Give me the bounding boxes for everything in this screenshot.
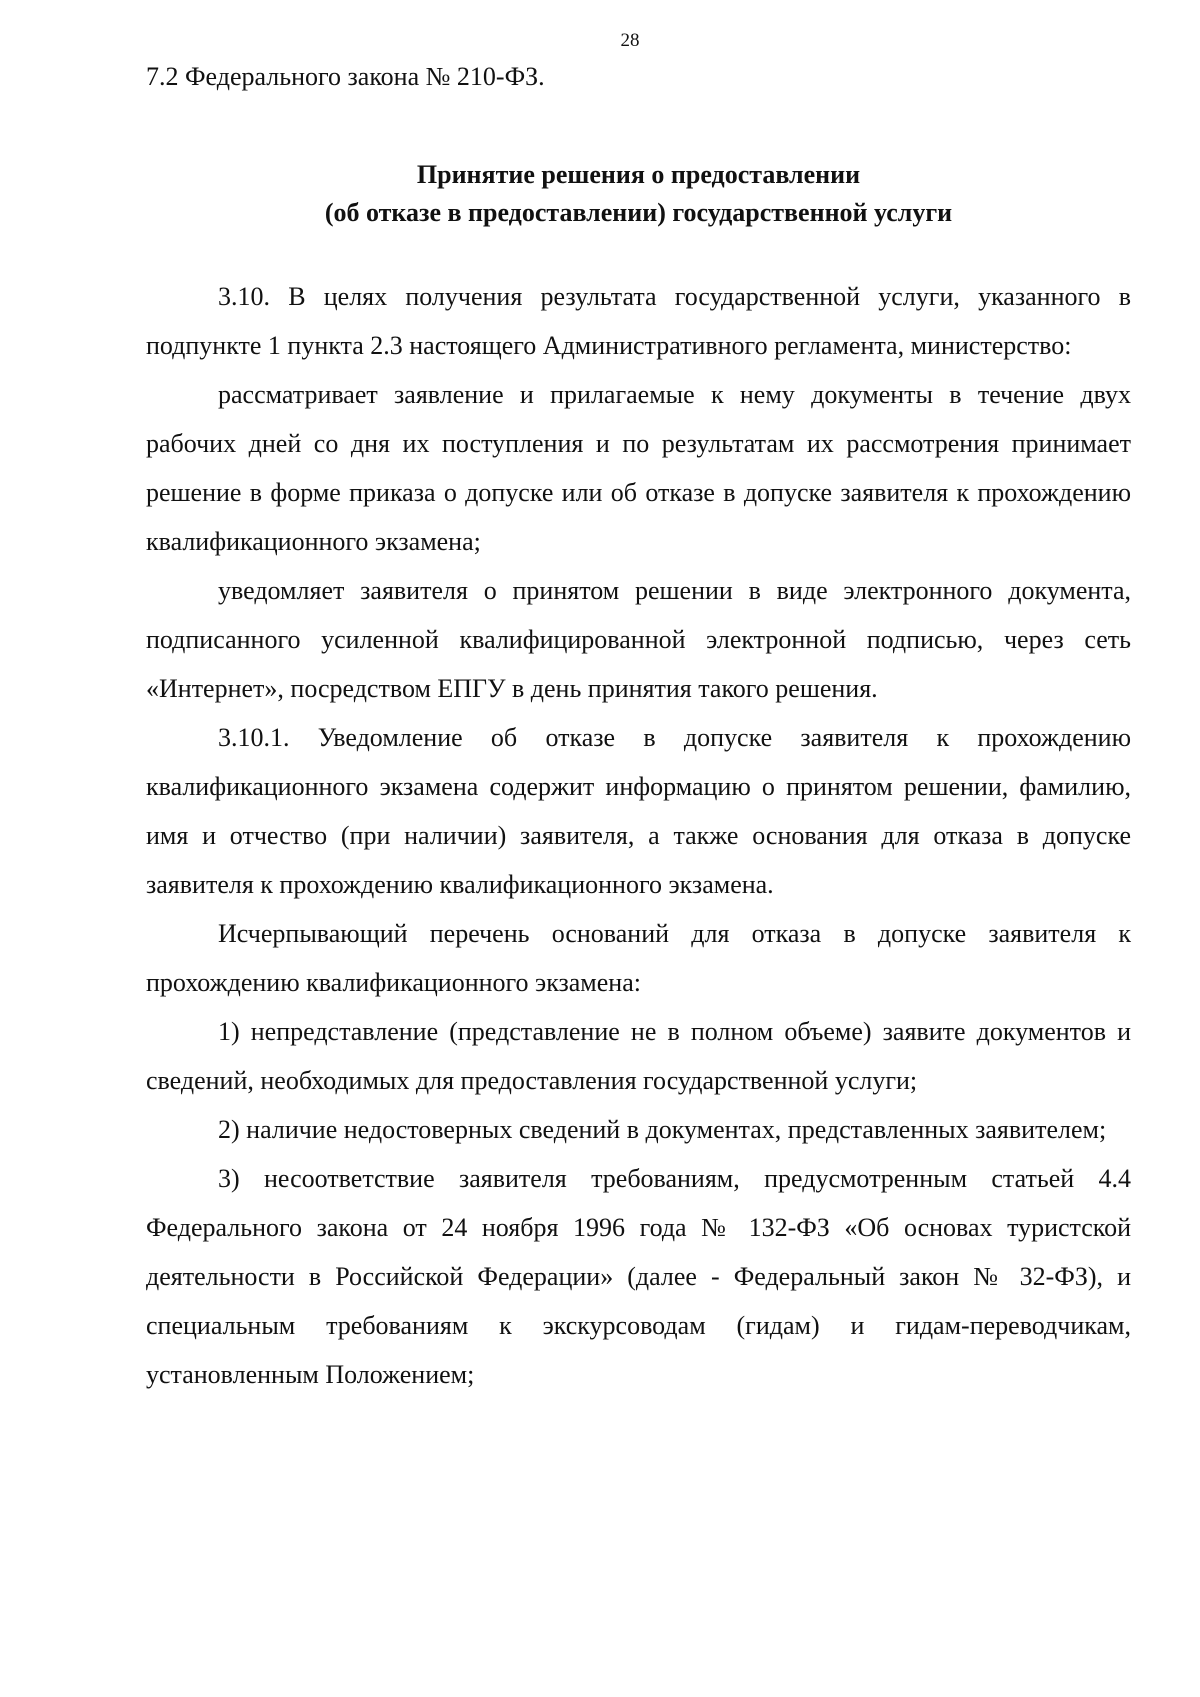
heading-line-2: (об отказе в предоставлении) государственной услуги [324,198,953,227]
paragraph-3-10-1: 3.10.1. Уведомление об отказе в допуске заявителя к прохождению квалификационного экзамена содержит информацию о принятом решении, фамилию, имя и отчество (при наличии) заявителя, а также основания для отказа в допуске заявителя к прохождению квалификационного экзамена. [146,723,1131,899]
heading-line-1: Принятие решения о предоставлении [416,160,861,189]
list-item-1: 1) непредставление (представление не в полном объеме) заявите документов и сведений, необходимых для предоставления государственной услуги; [146,1017,1131,1095]
body-text [146,272,1131,1399]
continuation-line: 7.2 Федерального закона № 210-ФЗ. [146,62,545,91]
list-item-3: 3) несоответствие заявителя требованиям, предусмотренным статьей 4.4 Федерального закона от 24 ноября 1996 года № 132-ФЗ «Об основах туристской деятельности в Российской Федерации» (далее - Федеральный закон № 32-ФЗ), и специальным требованиям к экскурсоводам (гидам) и гидам-переводчикам, установленным Положением; [146,1164,1131,1389]
paragraph-3-10: 3.10. В целях получения результата государственной услуги, указанного в подпункте 1 пункта 2.3 настоящего Административного регламента, министерство: [146,282,1131,360]
list-item-2: 2) наличие недостоверных сведений в документах, представленных заявителем; [218,1115,1107,1144]
paragraph-grounds-list-intro: Исчерпывающий перечень оснований для отказа в допуске заявителя к прохождению квалификационного экзамена: [146,919,1131,997]
paragraph-review: рассматривает заявление и прилагаемые к нему документы в течение двух рабочих дней со дня их поступления и по результатам их рассмотрения принимает решение в форме приказа о допуске или об отказе в допуске заявителя к прохождению квалификационного экзамена; [146,380,1131,556]
paragraph-notify: уведомляет заявителя о принятом решении в виде электронного документа, подписанного усиленной квалифицированной электронной подписью, через сеть «Интернет», посредством ЕПГУ в день принятия такого решения. [146,576,1131,703]
page-number: 28 [620,30,640,51]
continuation-block [146,52,1131,101]
section-heading [146,156,1131,232]
